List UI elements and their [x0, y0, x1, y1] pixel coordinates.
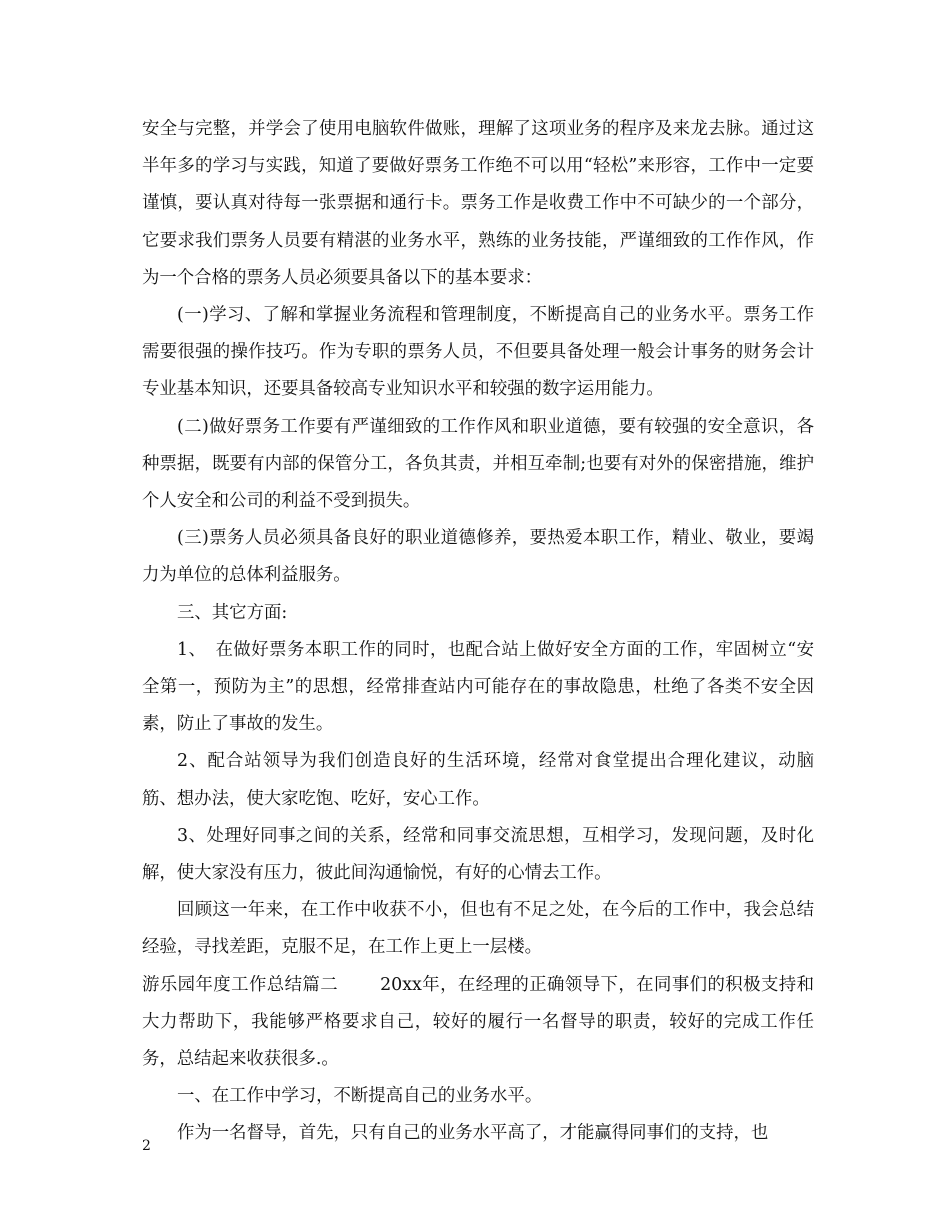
- paragraph-requirement-1: (一)学习、了解和掌握业务流程和管理制度，不断提高自己的业务水平。票务工作需要很强的操作技巧。作为专职的票务人员，不但要具备处理一般会计事务的财务会计专业基本知识，还要具备较高专业知识水平和较强的数字运用能力。: [142, 305, 814, 400]
- paragraph-supervisor: 作为一名督导，首先，只有自己的业务水平高了，才能赢得同事们的支持，也: [177, 1123, 769, 1144]
- paragraph-opening: 安全与完整，并学会了使用电脑软件做账，理解了这项业务的程序及来龙去脉。通过这半年多的学习与实践，知道了要做好票务工作绝不可以用“轻松”来形容，工作中一定要谨慎，要认真对待每一张票据和通行卡。票务工作是收费工作中不可缺少的一个部分，它要求我们票务人员要有精湛的业务水平，熟练的业务技能，严谨细致的工作作风，作为一个合格的票务人员必须要具备以下的基本要求：: [142, 119, 814, 288]
- subheading-learning: 一、在工作中学习，不断提高自己的业务水平。: [177, 1086, 543, 1107]
- section-intro-text: 20xx年，在经理的正确领导下，在同事们的积极支持和大力帮助下，我能够严格要求自己，较好的履行一名督导的职责，较好的完成工作任务，总结起来收获很多.。: [142, 974, 814, 1070]
- paragraph-review: 回顾这一年来，在工作中收获不小，但也有不足之处，在今后的工作中，我会总结经验，寻找差距，克服不足，在工作上更上一层楼。: [142, 900, 814, 958]
- paragraph-item-2: 2、配合站领导为我们创造良好的生活环境，经常对食堂提出合理化建议，动脑筋、想办法，使大家吃饱、吃好，安心工作。: [142, 751, 814, 809]
- page-number: 2: [142, 1138, 151, 1154]
- section-title: 游乐园年度工作总结篇二: [142, 974, 339, 995]
- section-heading-other-aspects: 三、其它方面:: [177, 602, 288, 623]
- paragraph-section-two-intro: [142, 967, 814, 1079]
- paragraph-item-3: 3、处理好同事之间的关系，经常和同事交流思想，互相学习，发现问题，及时化解，使大家没有压力，彼此间沟通愉悦，有好的心情去工作。: [142, 825, 814, 884]
- document-body: [142, 111, 814, 1153]
- paragraph-requirement-3: (三)票务人员必须具备良好的职业道德修养，要热爱本职工作，精业、敬业，要竭力为单位的总体利益服务。: [142, 528, 814, 586]
- paragraph-requirement-2: (二)做好票务工作要有严谨细致的工作作风和职业道德，要有较强的安全意识，各种票据，既要有内部的保管分工，各负其责，并相互牵制;也要有对外的保密措施，维护个人安全和公司的利益不受到损失。: [142, 416, 814, 512]
- paragraph-item-1: 1、 在做好票务本职工作的同时，也配合站上做好安全方面的工作，牢固树立“安全第一，预防为主”的思想，经常排查站内可能存在的事故隐患，杜绝了各类不安全因素，防止了事故的发生。: [142, 639, 814, 735]
